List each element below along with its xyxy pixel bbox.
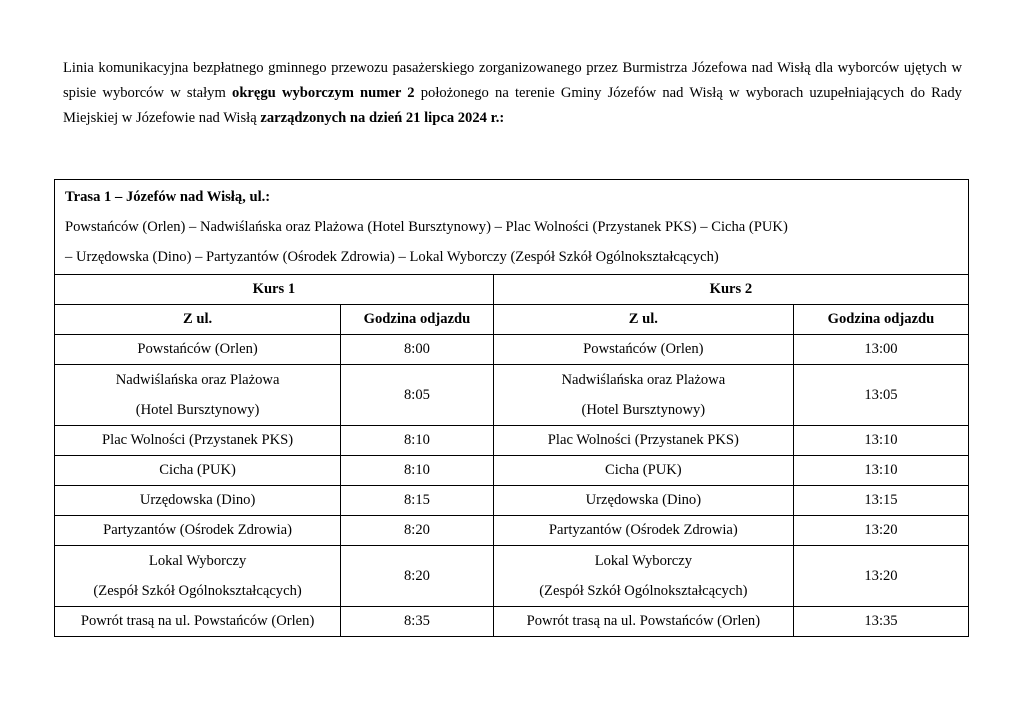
table-row [55,335,969,365]
stop-name-line: Lokal Wyborczy [594,553,693,569]
column-header-from: Z ul. [55,305,341,335]
kurs-2-stop [493,426,793,456]
table-row [55,546,969,607]
stop-name-line: Powrót trasą na ul. Powstańców (Orlen) [80,613,315,629]
kurs-2-departure-time: 13:05 [793,365,968,426]
schedule-table [54,179,969,637]
kurs-1-header: Kurs 1 [55,275,494,305]
table-row [55,365,969,426]
intro-text: Linia komunikacyjna bezpłatnego gminnego przewozu pasażerskiego zorganizowanego przez Burmistrza Józefowa nad Wisłą dla wyborców ujętych w spisie wyborców w stałym [63,59,962,101]
kurs-1-stop [55,365,341,426]
kurs-1-departure-time: 8:10 [341,426,494,456]
kurs-2-stop [493,456,793,486]
table-row [55,607,969,637]
stop-name-line: Cicha (PUK) [159,462,236,478]
stop-name-line: (Hotel Bursztynowy) [581,402,706,418]
kurs-1-stop [55,456,341,486]
intro-paragraph [63,56,962,131]
route-row [55,180,969,275]
kurs-1-departure-time: 8:20 [341,516,494,546]
kurs-1-departure-time: 8:15 [341,486,494,516]
intro-bold-district: okręgu wyborczym numer 2 [232,84,415,101]
kurs-1-departure-time: 8:00 [341,335,494,365]
stop-name-line: Nadwiślańska oraz Plażowa [115,372,280,388]
stop-name-line: (Hotel Bursztynowy) [135,402,260,418]
kurs-2-departure-time: 13:10 [793,426,968,456]
column-header-time: Godzina odjazdu [341,305,494,335]
stop-name-line: Powstańców (Orlen) [583,341,704,357]
kurs-1-stop [55,546,341,607]
table-row [55,456,969,486]
kurs-1-departure-time: 8:05 [341,365,494,426]
kurs-2-stop [493,365,793,426]
stop-name-line: Urzędowska (Dino) [139,492,256,508]
kurs-2-departure-time: 13:20 [793,546,968,607]
stop-name-line: Plac Wolności (Przystanek PKS) [547,432,739,448]
kurs-2-departure-time: 13:20 [793,516,968,546]
route-line: – Urzędowska (Dino) – Partyzantów (Ośrodek Zdrowia) – Lokal Wyborczy (Zespół Szkół Ogólnokształcących) [65,249,719,265]
column-header-from: Z ul. [493,305,793,335]
kurs-1-stop [55,335,341,365]
column-header-row [55,305,969,335]
stop-name-line: (Zespół Szkół Ogólnokształcących) [539,583,748,599]
table-row [55,486,969,516]
kurs-2-stop [493,486,793,516]
kurs-2-stop [493,546,793,607]
stop-name-line: Powstańców (Orlen) [137,341,258,357]
column-header-time: Godzina odjazdu [793,305,968,335]
kurs-2-stop [493,516,793,546]
stop-name-line: (Zespół Szkół Ogólnokształcących) [93,583,302,599]
stop-name-line: Powrót trasą na ul. Powstańców (Orlen) [526,613,761,629]
stop-name-line: Lokal Wyborczy [148,553,247,569]
kurs-2-departure-time: 13:00 [793,335,968,365]
table-row [55,426,969,456]
stop-name-line: Partyzantów (Ośrodek Zdrowia) [103,522,293,538]
kurs-1-departure-time: 8:20 [341,546,494,607]
kurs-1-departure-time: 8:35 [341,607,494,637]
kurs-2-departure-time: 13:15 [793,486,968,516]
kurs-2-departure-time: 13:10 [793,456,968,486]
intro-text: położonego na terenie Gminy Józefów nad Wisłą w wyborach uzupełniających do Rady Miejskiej w Józefowie nad Wisłą [63,84,962,126]
route-description [55,180,969,275]
kurs-1-stop [55,516,341,546]
table-row [55,516,969,546]
stop-name-line: Nadwiślańska oraz Plażowa [561,372,726,388]
route-line: Powstańców (Orlen) – Nadwiślańska oraz Plażowa (Hotel Bursztynowy) – Plac Wolności (Przystanek PKS) – Cicha (PUK) [65,219,788,235]
stop-name-line: Urzędowska (Dino) [585,492,702,508]
stop-name-line: Cicha (PUK) [605,462,682,478]
stop-name-line: Partyzantów (Ośrodek Zdrowia) [548,522,738,538]
intro-bold-date: zarządzonych na dzień 21 lipca 2024 r.: [260,109,505,126]
stop-name-line: Plac Wolności (Przystanek PKS) [102,432,294,448]
kurs-1-stop [55,486,341,516]
kurs-1-stop [55,607,341,637]
kurs-header-row [55,275,969,305]
kurs-2-stop [493,335,793,365]
kurs-1-stop [55,426,341,456]
kurs-2-stop [493,607,793,637]
route-title: Trasa 1 – Józefów nad Wisłą, ul.: [65,189,271,205]
kurs-2-departure-time: 13:35 [793,607,968,637]
kurs-2-header: Kurs 2 [493,275,968,305]
kurs-1-departure-time: 8:10 [341,456,494,486]
